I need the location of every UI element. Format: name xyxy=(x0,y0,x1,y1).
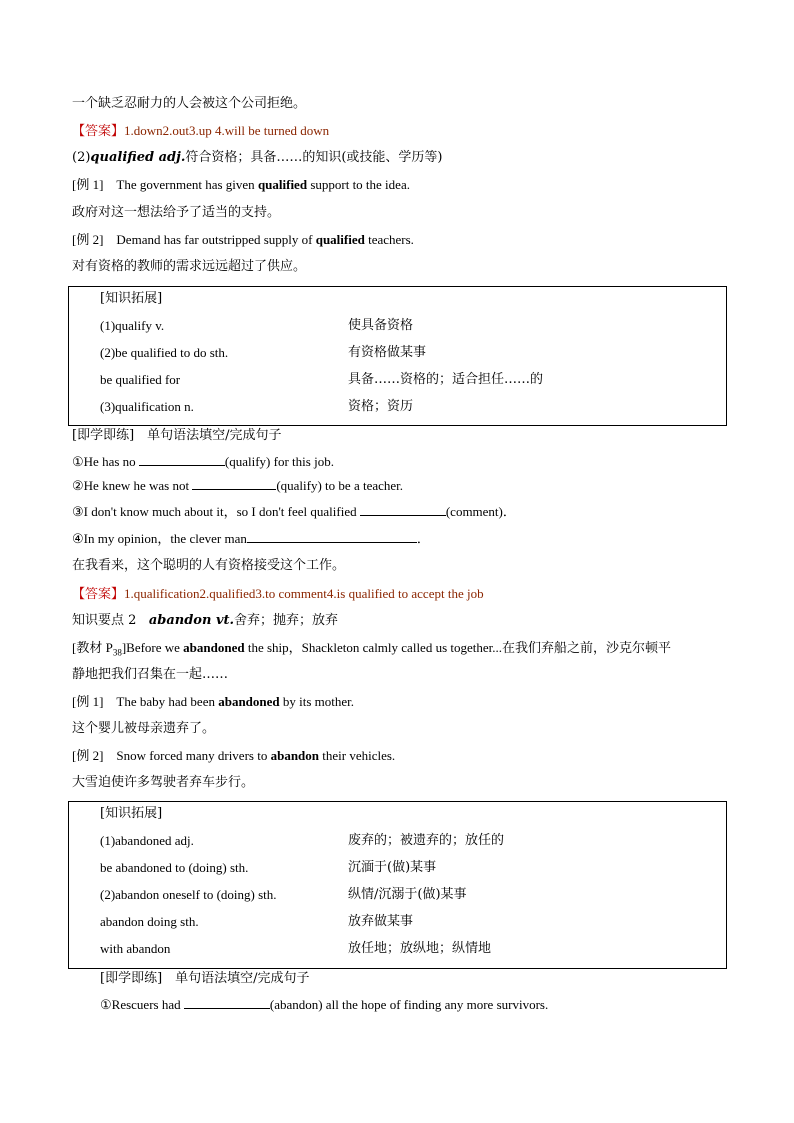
example-label: [例 1] xyxy=(72,694,104,709)
question-text: ． xyxy=(416,531,430,546)
textbook-quote xyxy=(72,639,671,662)
page-number: 38 xyxy=(112,647,122,658)
expansion-meaning: 具备……资格的；适合担任……的 xyxy=(348,372,544,387)
answer-tag: 【答案】 xyxy=(72,587,125,602)
example-2 xyxy=(72,231,414,249)
definition-word: qualified adj. xyxy=(90,150,186,165)
expansion-term: (1)abandoned adj. xyxy=(100,833,194,848)
practice-question xyxy=(72,453,334,471)
example-keyword: abandon xyxy=(270,748,320,763)
question-text: (qualify) for this job. xyxy=(224,454,334,469)
answer-blank[interactable] xyxy=(360,503,446,516)
answer-blank[interactable] xyxy=(184,996,270,1009)
answer-line xyxy=(72,122,329,141)
example-text: Snow forced many drivers to xyxy=(116,748,271,763)
sentence-translation: 一个缺乏忍耐力的人会被这个公司拒绝。 xyxy=(72,96,307,111)
question-text: ②He knew he was not xyxy=(72,478,193,493)
practice-title: [即学即练] 单句语法填空/完成句子 xyxy=(100,971,310,986)
definition-prefix: (2) xyxy=(72,150,91,165)
expansion-meaning: 资格；资历 xyxy=(348,399,414,414)
question-text: ①Rescuers had xyxy=(100,997,184,1012)
question-text: (comment)． xyxy=(445,504,516,519)
box-title: [知识拓展] xyxy=(100,806,163,821)
expansion-meaning: 使具备资格 xyxy=(348,318,414,333)
question-text: (abandon) all the hope of finding any more survivors. xyxy=(269,997,549,1012)
example-label: [例 2] xyxy=(72,232,104,247)
expansion-term: (1)qualify v. xyxy=(100,318,165,333)
expansion-term: be qualified for xyxy=(100,372,181,387)
answer-text: 1.down2.out3.up 4.will be turned down xyxy=(124,123,330,138)
expansion-meaning: 放弃做某事 xyxy=(348,914,414,929)
textbook-quote-continued: 静地把我们召集在一起…… xyxy=(72,667,229,682)
expansion-term: abandon doing sth. xyxy=(100,914,199,929)
example-2-translation: 大雪迫使许多驾驶者弃车步行。 xyxy=(72,775,255,790)
box-title: [知识拓展] xyxy=(100,291,163,306)
quote-text: ]Before we xyxy=(121,640,184,655)
expansion-meaning: 有资格做某事 xyxy=(348,345,427,360)
answer-blank[interactable] xyxy=(192,477,276,490)
answer-line xyxy=(72,585,484,604)
question-text: (qualify) to be a teacher. xyxy=(276,478,404,493)
example-1 xyxy=(72,693,354,711)
question-text: ①He has no xyxy=(72,454,139,469)
quote-keyword: abandoned xyxy=(183,640,245,655)
practice-question xyxy=(100,996,548,1014)
question-translation: 在我看来，这个聪明的人有资格接受这个工作。 xyxy=(72,558,346,573)
expansion-term: with abandon xyxy=(100,941,171,956)
expansion-meaning: 纵情/沉溺于(做)某事 xyxy=(348,887,467,902)
example-text: The baby had been xyxy=(116,694,219,709)
answer-blank[interactable] xyxy=(139,453,225,466)
answer-tag: 【答案】 xyxy=(72,124,125,139)
practice-question xyxy=(72,530,430,548)
point-meaning: 舍弃；抛弃；放弃 xyxy=(234,613,339,628)
point-word: abandon vt. xyxy=(148,613,235,628)
example-1 xyxy=(72,176,410,194)
expansion-meaning: 废弃的；被遗弃的；放任的 xyxy=(348,833,505,848)
example-text: teachers. xyxy=(364,232,414,247)
example-text: their vehicles. xyxy=(319,748,396,763)
example-2 xyxy=(72,747,395,765)
example-text: support to the idea. xyxy=(307,177,410,192)
answer-blank[interactable] xyxy=(247,530,417,543)
definition-line xyxy=(72,149,443,167)
question-text: ③I don't know much about it，so I don't feel qualified xyxy=(72,504,360,519)
expansion-term: be abandoned to (doing) sth. xyxy=(100,860,249,875)
example-keyword: qualified xyxy=(315,232,365,247)
practice-question xyxy=(72,477,403,495)
expansion-term: (2)be qualified to do sth. xyxy=(100,345,229,360)
example-text: The government has given xyxy=(116,177,258,192)
example-text: Demand has far outstripped supply of xyxy=(116,232,316,247)
expansion-term: (3)qualification n. xyxy=(100,399,194,414)
quote-text: the ship，Shackleton calmly called us together...在我们弃船之前，沙克尔顿平 xyxy=(244,640,672,655)
example-2-translation: 对有资格的教师的需求远远超过了供应。 xyxy=(72,259,307,274)
example-keyword: qualified xyxy=(257,177,308,192)
practice-question xyxy=(72,503,516,521)
example-text: by its mother. xyxy=(279,694,355,709)
quote-text: [教材 P xyxy=(72,640,113,655)
definition-meaning: 符合资格；具备……的知识(或技能、学历等) xyxy=(185,150,443,165)
knowledge-expansion-box xyxy=(68,286,727,426)
example-1-translation: 政府对这一想法给予了适当的支持。 xyxy=(72,205,281,220)
knowledge-point-heading xyxy=(72,612,338,630)
answer-text: 1.qualification2.qualified3.to comment4.is qualified to accept the job xyxy=(124,586,484,601)
practice-title: [即学即练] 单句语法填空/完成句子 xyxy=(72,428,282,443)
knowledge-expansion-box xyxy=(68,801,727,969)
example-1-translation: 这个婴儿被母亲遗弃了。 xyxy=(72,721,216,736)
example-label: [例 1] xyxy=(72,177,104,192)
example-label: [例 2] xyxy=(72,748,104,763)
expansion-meaning: 沉湎于(做)某事 xyxy=(348,860,437,875)
expansion-meaning: 放任地；放纵地；纵情地 xyxy=(348,941,492,956)
example-keyword: abandoned xyxy=(218,694,280,709)
point-label: 知识要点 2 xyxy=(72,613,137,628)
expansion-term: (2)abandon oneself to (doing) sth. xyxy=(100,887,277,902)
question-text: ④In my opinion，the clever man xyxy=(72,531,247,546)
